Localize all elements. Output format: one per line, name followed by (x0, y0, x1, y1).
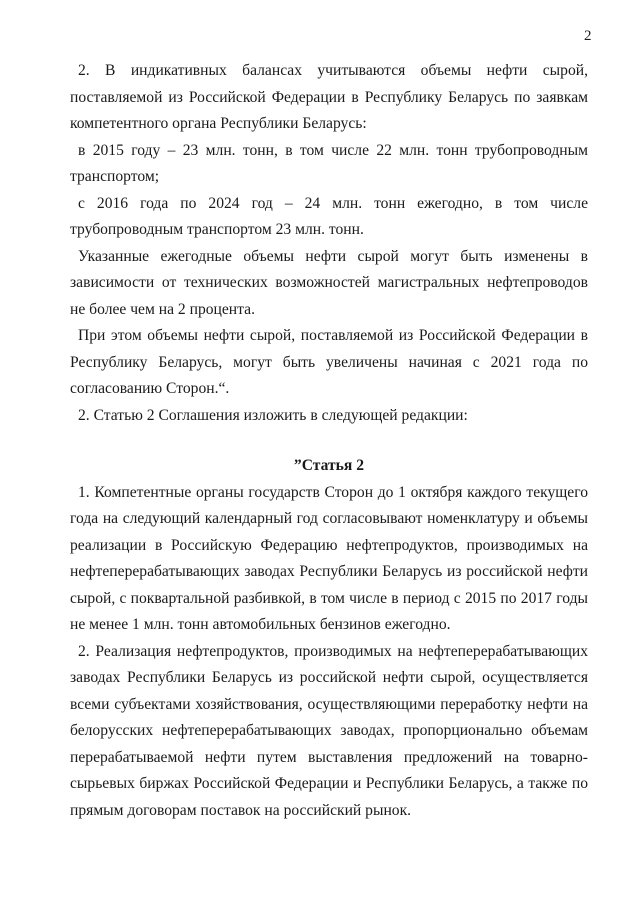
paragraph-volume-change: Указанные ежегодные объемы нефти сырой могут быть изменены в зависимости от технических возможностей магистральных нефтепроводов не более чем на 2 процента. (70, 247, 588, 318)
paragraph-article-amendment: 2. Статью 2 Соглашения изложить в следующей редакции: (78, 406, 468, 424)
document-body (70, 58, 588, 824)
paragraph-2015-volume: в 2015 году – 23 млн. тонн, в том числе 22 млн. тонн трубопроводным транспортом; (70, 141, 588, 185)
page-number: 2 (584, 28, 592, 44)
article-paragraph-1: 1. Компетентные органы государств Сторон до 1 октября каждого текущего года на следующий календарный год согласовывают номенклатуру и объемы реализации в Российскую Федерацию нефтепродуктов, производимых на нефтеперерабатывающих заводах Республики Беларусь из российской нефти сырой, с поквартальной разбивкой, в том числе в период с 2015 по 2017 годы не менее 1 млн. тонн автомобильных бензинов ежегодно. (70, 483, 588, 633)
paragraph-2016-2024-volume: с 2016 года по 2024 год – 24 млн. тонн ежегодно, в том числе трубопроводным транспортом 23 млн. тонн. (70, 194, 588, 238)
paragraph-volume-increase: При этом объемы нефти сырой, поставляемой из Российской Федерации в Республику Беларусь, могут быть увеличены начиная с 2021 года по согласованию Сторон.“. (70, 327, 588, 397)
article-title: ”Статья 2 (293, 457, 365, 474)
paragraph-indicative-balances: 2. В индикативных балансах учитываются объемы нефти сырой, поставляемой из Российской Федерации в Республику Беларусь по заявкам компетентного органа Республики Беларусь: (70, 62, 588, 132)
article-paragraph-2: 2. Реализация нефтепродуктов, производимых на нефтеперерабатывающих заводах Республики Беларусь из российской нефти сырой, осуществляется всеми субъектами хозяйствования, осуществляющими переработку нефти на белорусских нефтеперерабатывающих заводах, пропорционально объемам перерабатываемой нефти путем выставления предложений на товарно-сырьевых биржах Российской Федерации и Республики Беларусь, а также по прямым договорам поставок на российский рынок. (70, 642, 588, 819)
